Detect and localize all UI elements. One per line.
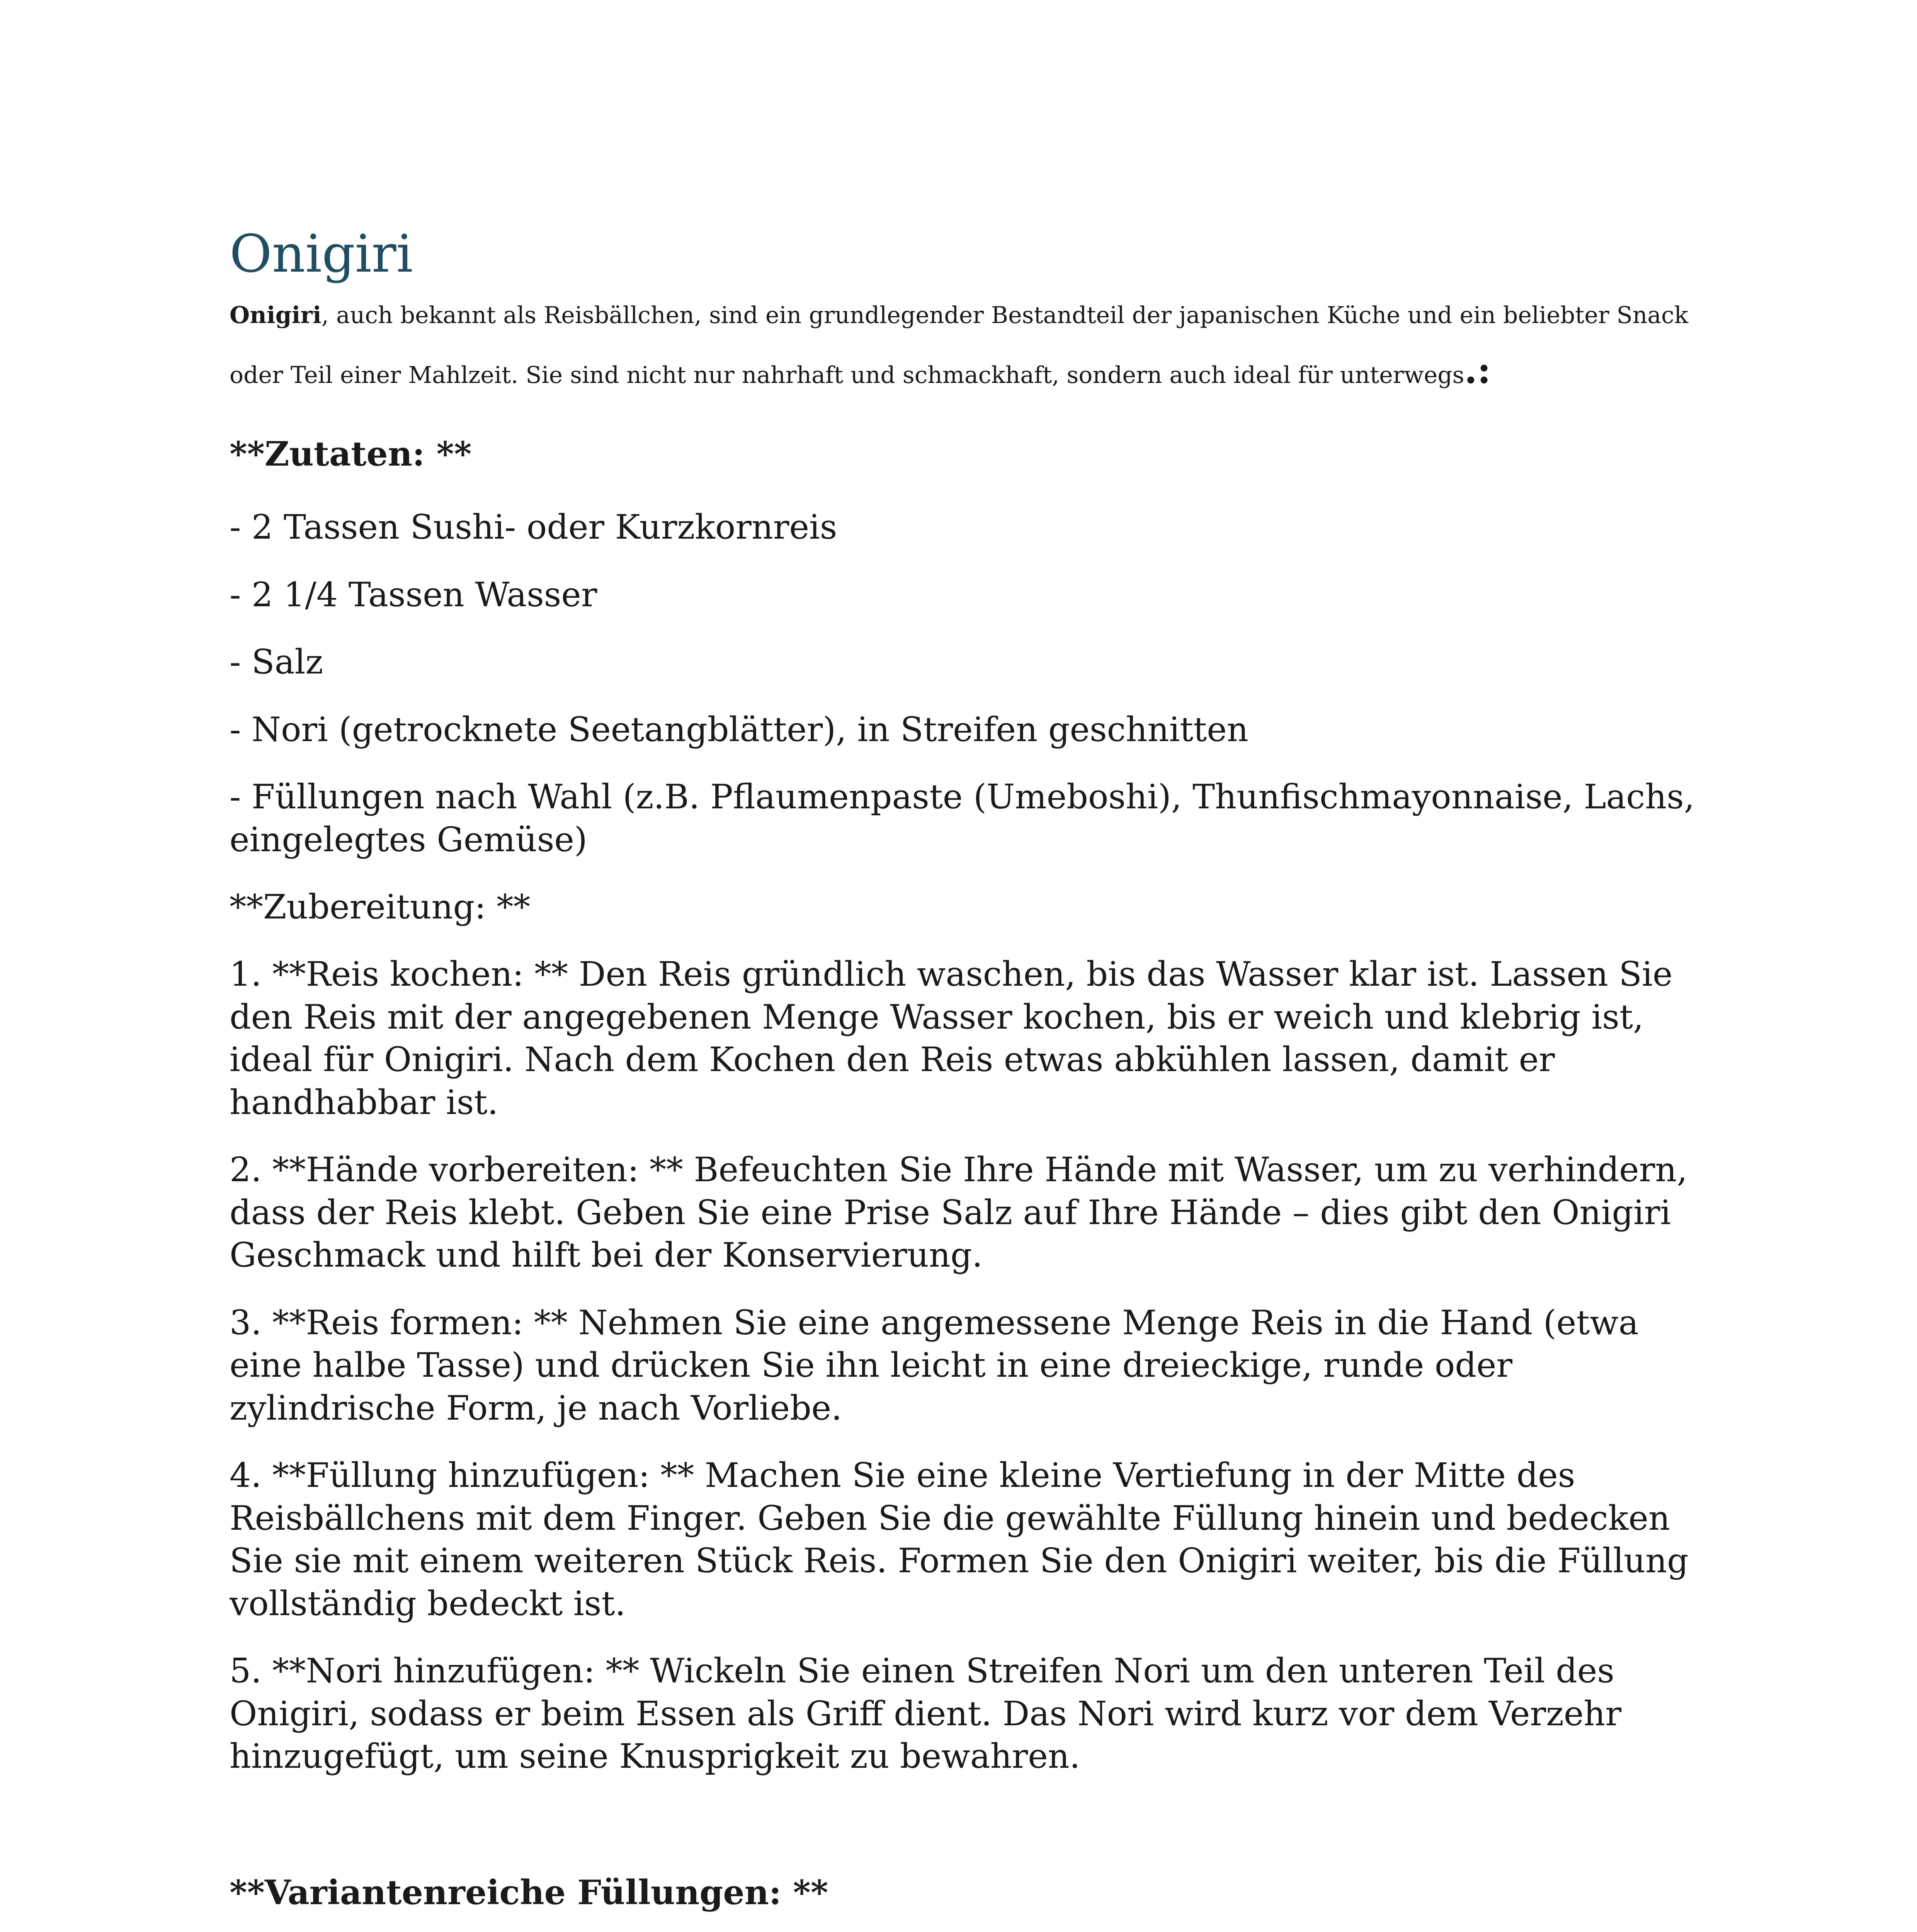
intro-text: , auch bekannt als Reisbällchen, sind ein grundlegender Bestandteil der japanischen Küche und ein beliebter Snack oder Teil einer Mahlzeit. Sie sind nicht nur nahrhaft und schmackhaft, sondern auch ideal für unterwegs xyxy=(230,302,1688,389)
preparation-step: 5. **Nori hinzufügen: ** Wickeln Sie einen Streifen Nori um den unteren Teil des Onigiri, sodass er beim Essen als Griff dient. Das Nori wird kurz vor dem Verzehr hinzugefügt, um seine Knusprigkeit zu bewahren. xyxy=(230,1651,1622,1776)
ingredient-item: - 2 Tassen Sushi- oder Kurzkornreis xyxy=(230,507,837,547)
page-title: Onigiri xyxy=(230,224,413,284)
ingredient-item: - Salz xyxy=(230,642,323,682)
preparation-step: 3. **Reis formen: ** Nehmen Sie eine angemessene Menge Reis in die Hand (etwa eine halbe Tasse) und drücken Sie ihn leicht in eine dreieckige, runde oder zylindrische Form, je nach Vorliebe. xyxy=(230,1303,1639,1428)
intro-trailing: .: xyxy=(1464,348,1491,392)
page-content xyxy=(230,224,1698,1932)
preparation-step: 4. **Füllung hinzufügen: ** Machen Sie eine kleine Vertiefung in der Mitte des Reisbällchens mit dem Finger. Geben Sie die gewählte Füllung hinein und bedecken Sie sie mit einem weiteren Stück Reis. Formen Sie den Onigiri weiter, bis die Füllung vollständig bedeckt ist. xyxy=(230,1456,1689,1623)
fillings-heading: **Variantenreiche Füllungen: ** xyxy=(230,1872,828,1912)
ingredient-item: - Nori (getrocknete Seetangblätter), in Streifen geschnitten xyxy=(230,709,1249,749)
ingredient-item: - Füllungen nach Wahl (z.B. Pflaumenpaste (Umeboshi), Thunfischmayonnaise, Lachs, eingelegtes Gemüse) xyxy=(230,777,1695,859)
intro-lead-term: Onigiri xyxy=(230,302,321,329)
preparation-step: 2. **Hände vorbereiten: ** Befeuchten Sie Ihre Hände mit Wasser, um zu verhindern, dass der Reis klebt. Geben Sie eine Prise Salz auf Ihre Hände – dies gibt den Onigiri Geschmack und hilft bei der Konservierung. xyxy=(230,1150,1687,1275)
preparation-steps xyxy=(230,953,1698,1777)
preparation-heading: **Zubereitung: ** xyxy=(230,887,531,927)
ingredients-list xyxy=(230,506,1698,861)
ingredient-item: - 2 1/4 Tassen Wasser xyxy=(230,575,597,614)
intro-paragraph xyxy=(230,294,1698,404)
ingredients-heading: **Zutaten: ** xyxy=(230,434,472,474)
preparation-step: 1. **Reis kochen: ** Den Reis gründlich waschen, bis das Wasser klar ist. Lassen Sie den Reis mit der angegebenen Menge Wasser kochen, bis er weich und klebrig ist, ideal für Onigiri. Nach dem Kochen den Reis etwas abkühlen lassen, damit er handhabbar ist. xyxy=(230,954,1673,1122)
